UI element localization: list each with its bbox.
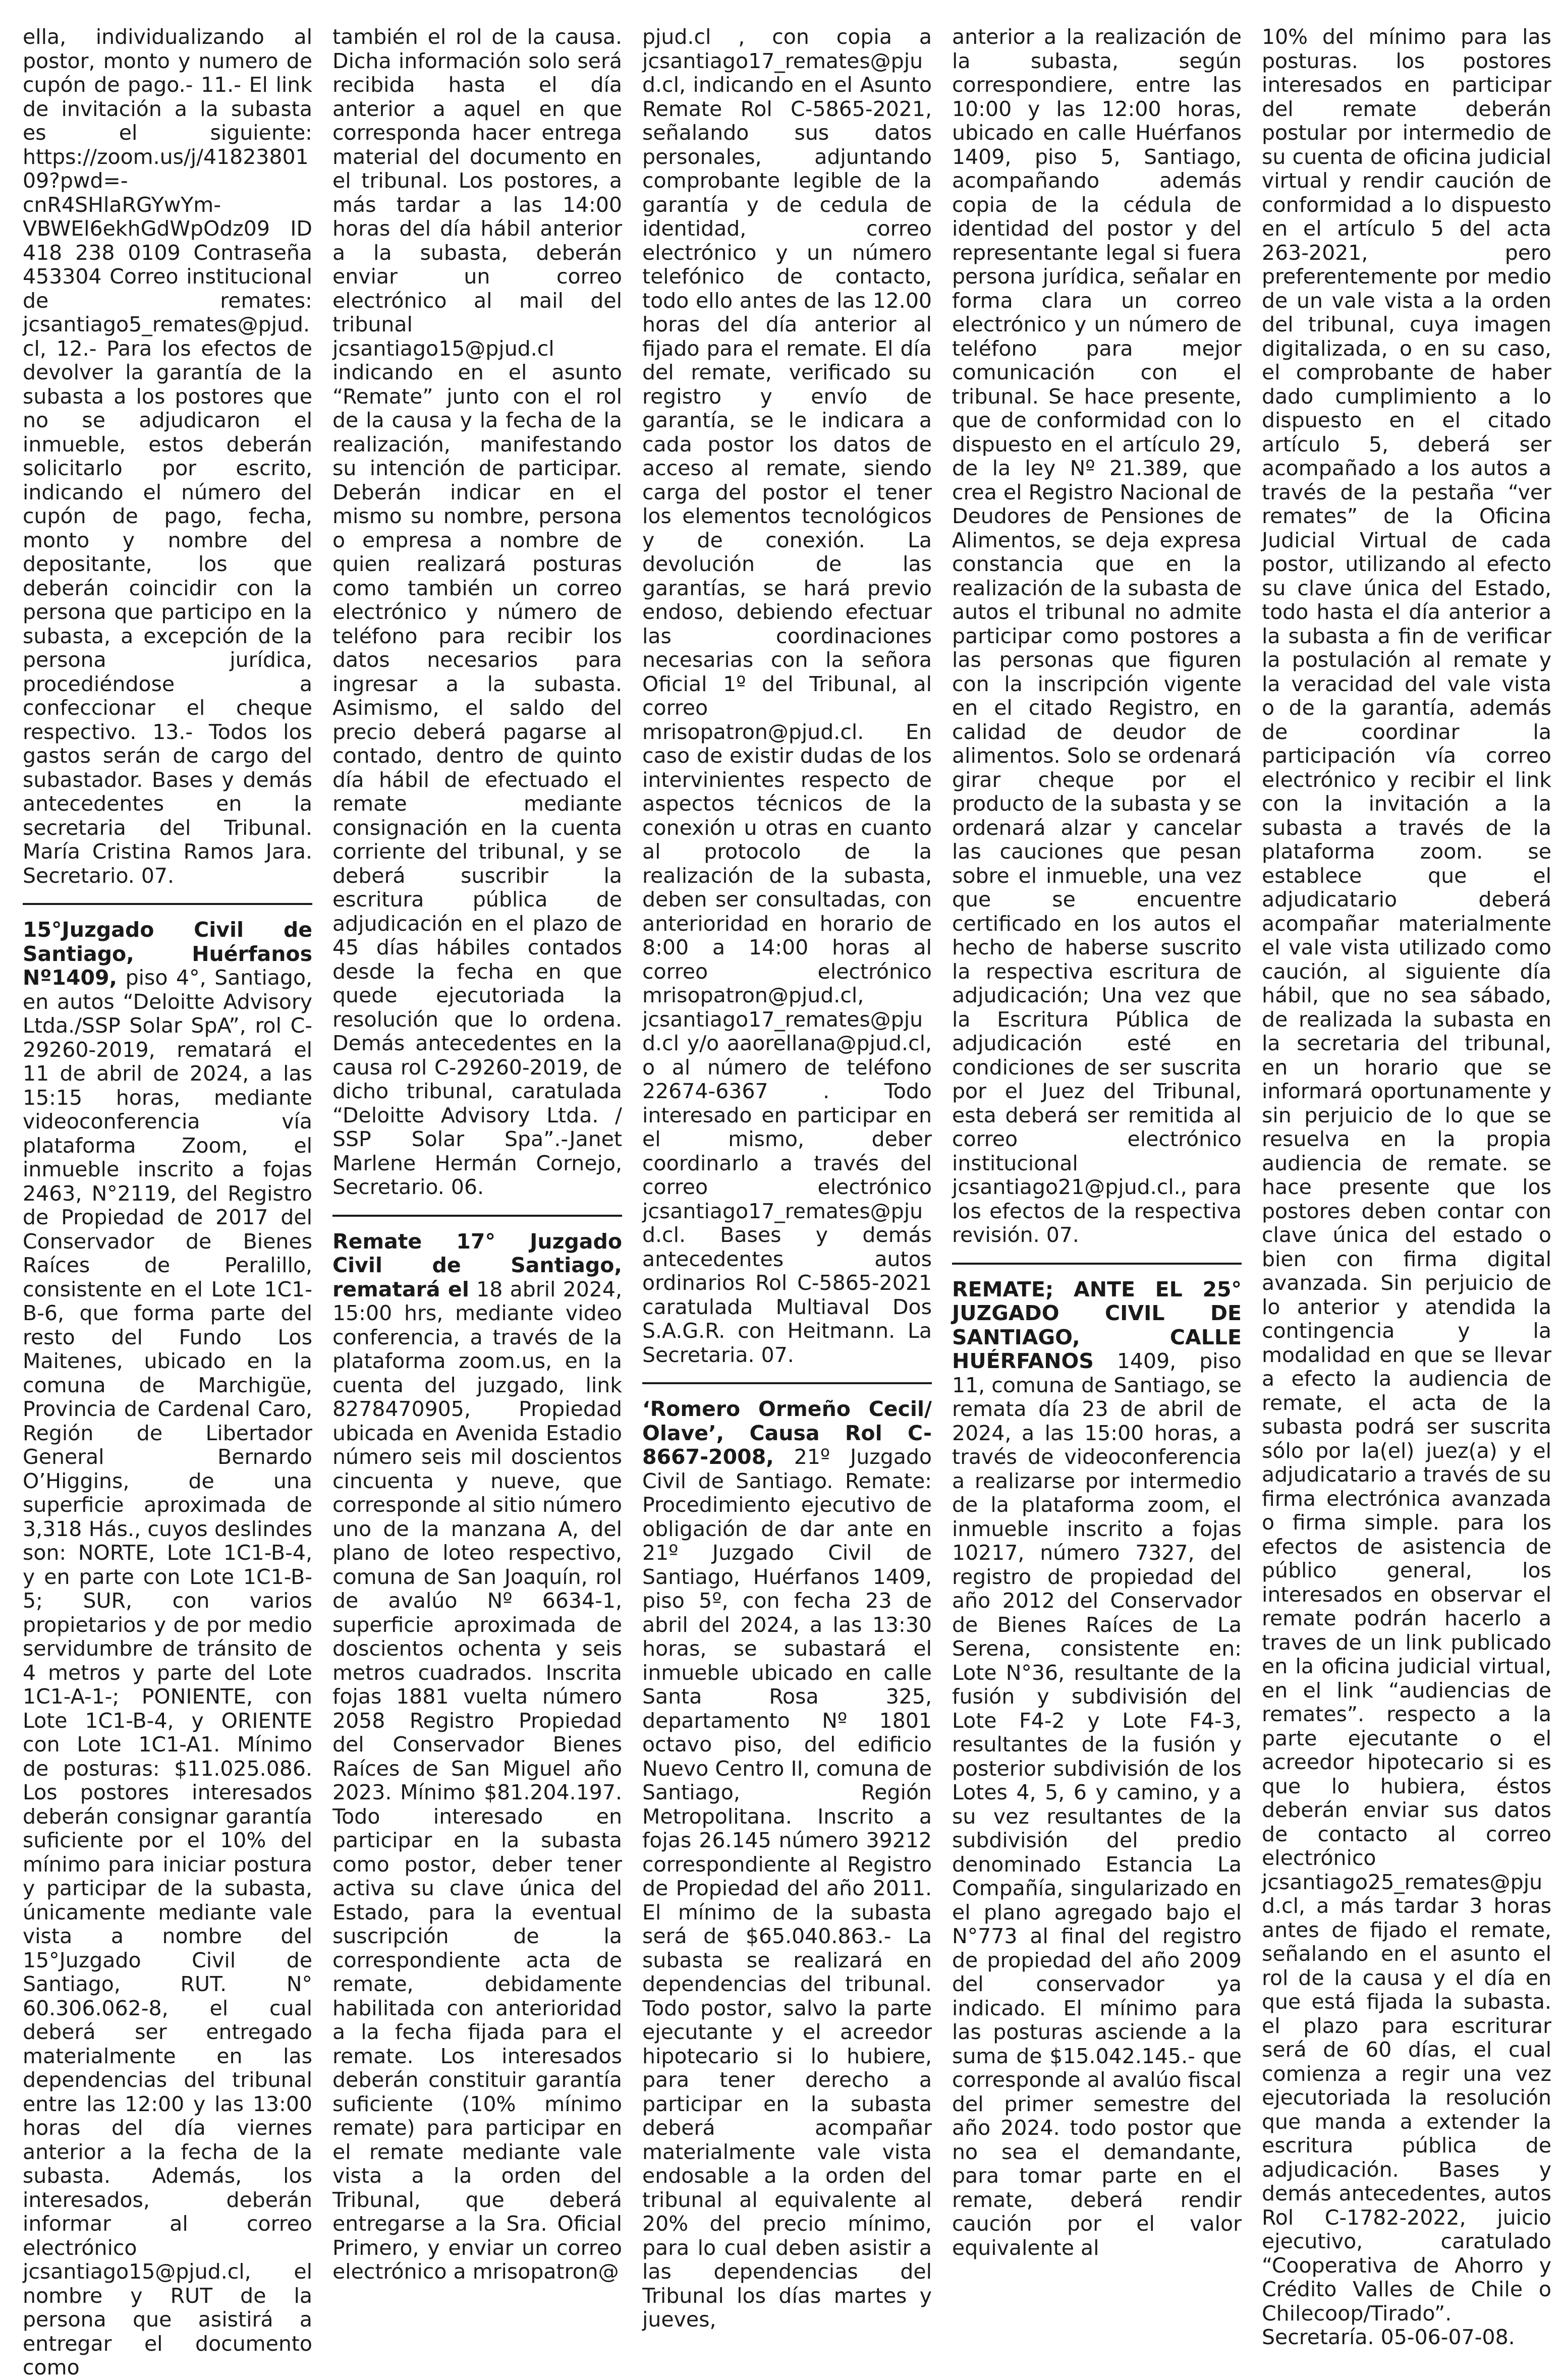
- notice-continuation: [952, 25, 1242, 1248]
- notice-25-juzgado: [952, 1278, 1242, 2260]
- notice-heading: REMATE; ANTE EL 25° JUZGADO CIVIL DE SANTIAGO, CALLE HUÉRFANOS: [952, 1277, 1242, 1373]
- notice-body: anterior a la realización de la subasta, según correspondiere, entre las 10:00 y las 12:00 horas, ubicado en calle Huérfanos 1409, piso 5, Santiago, acompañando además copia de la cédula de identidad del postor y del representante legal si fuera persona jurídica, señalar en forma clara un correo electrónico y un número de teléfono para mejor comunicación con el tribunal. Se hace presente, que de conformidad con lo dispuesto en el artículo 29, de la ley Nº 21.389, que crea el Registro Nacional de Deudores de Pensiones de Alimentos, se deja expresa constancia que en la realización de la subasta de autos el tribunal no admite participar como postores a las personas que figuren con la inscripción vigente en el citado Registro, en calidad de deudor de alimentos. Solo se ordenará girar cheque por el producto de la subasta y se ordenará alzar y cancelar las cauciones que pesan sobre el inmueble, una vez que se encuentre certificado en los autos el hecho de haberse suscrito la respectiva escritura de adjudicación; Una vez que la Escritura Pública de adjudicación esté en condiciones de ser suscrita por el Juez del Tribunal, esta deberá ser remitida al correo electrónico institucional jcsantiago21@pjud.cl., para los efectos de la respectiva revisión. 07.: [952, 25, 1242, 1247]
- notice-body: 18 abril 2024, 15:00 hrs, mediante video conferencia, a través de la plataforma zoom.us, en la cuenta del juzgado, link 8278470905, Propiedad ubicada en Avenida Estadio número seis mil doscientos cincuenta y nueve, que corresponde al sitio número uno de la manzana A, del plano de loteo respectivo, comuna de San Joaquín, rol de avalúo Nº 6634-1, superficie aproximada de doscientos ochenta y seis metros cuadrados. Inscrita fojas 1881 vuelta número 2058 Registro Propiedad del Conservador Bienes Raíces de San Miguel año 2023. Mínimo $81.204.197. Todo interesado en participar en la subasta como postor, deber tener activa su clave única del Estado, para la eventual suscripción de la correspondiente acta de remate, debidamente habilitada con anterioridad a la fecha fijada para el remate. Los interesados deberán constituir garantía suficiente (10% mínimo remate) para participar en el remate mediante vale vista a la orden del Tribunal, que deberá entregarse a la Sra. Oficial Primero, y enviar un correo electrónico a mrisopatron@: [332, 1277, 622, 2284]
- column-1: [23, 25, 312, 2379]
- notice-divider: [642, 1382, 932, 1384]
- notice-body: 10% del mínimo para las posturas. los postores interesados en participar del remate deberán postular por intermedio de su cuenta de oficina judicial virtual y rendir caución de conformidad a lo dispuesto en el artículo 5 del acta 263-2021, pero preferentemente por medio de un vale vista a la orden del tribunal, cuya imagen digitalizada, o en su caso, el comprobante de haber dado cumplimiento a lo dispuesto en el citado artículo 5, deberá ser acompañado a los autos a través de la pestaña “ver remates” de la Oficina Judicial Virtual de cada postor, utilizando al efecto su clave única del Estado, todo hasta el día anterior a la subasta a fin de verificar la postulación al remate y la veracidad del vale vista o de la garantía, además de coordinar la participación vía correo electrónico y recibir el link con la invitación a la subasta a través de la plataforma zoom. se establece que el adjudicatario deberá acompañar materialmente el vale vista utilizado como caución, al siguiente día hábil, que no sea sábado, de realizada la subasta en la secretaria del tribunal, en un horario que se informará oportunamente y sin perjuicio de lo que se resuelva en la propia audiencia de remate. se hace presente que los postores deben contar con clave única del estado o bien con firma digital avanzada. Sin perjuicio de lo anterior y atendida la contingencia y la modalidad en que se llevar a efecto la audiencia de remate, el acta de la subasta podrá ser suscrita sólo por la(el) juez(a) y el adjudicatario a través de su firma electrónica avanzada o firma simple. para los efectos de asistencia de público general, los interesados en observar el remate podrán hacerlo a traves de un link publicado en la oficina judicial virtual, en el link “audiencias de remates”. respecto a la parte ejecutante o el acreedor hipotecario si es que lo hubiera, éstos deberán enviar sus datos de contacto al correo electrónico jcsantiago25_remates@pjud.cl, a más tardar 3 horas antes de fijado el remate, señalando en el asunto el rol de la causa y el día en que está fijada la subasta. el plazo para escriturar será de 60 días, el cual comienza a regir una vez ejecutoriada la resolución que manda a extender la escritura pública de adjudicación. Bases y demás antecedentes, autos Rol C-1782-2022, juicio ejecutivo, caratulado “Cooperativa de Ahorro y Crédito Valles de Chile o Chilecoop/Tirado”. Secretaría. 05-06-07-08.: [1262, 25, 1551, 2349]
- notice-17-juzgado: [332, 1230, 622, 2284]
- notice-body: 21º Juzgado Civil de Santiago. Remate: Procedimiento ejecutivo de obligación de dar ante en 21º Juzgado Civil de Santiago, Huérfanos 1409, piso 5º, con fecha 23 de abril del 2024, a las 13:30 horas, se subastará el inmueble ubicado en calle Santa Rosa 325, departamento Nº 1801 octavo piso, del edificio Nuevo Centro II, comuna de Santiago, Región Metropolitana. Inscrito a fojas 26.145 número 39212 correspondiente al Registro de Propiedad del año 2011. El mínimo de la subasta será de $65.040.863.- La subasta se realizará en dependencias del tribunal. Todo postor, salvo la parte ejecutante y el acreedor hipotecario si lo hubiere, para tener derecho a participar en la subasta deberá acompañar materialmente vale vista endosable a la orden del tribunal al equivalente al 20% del precio mínimo, para lo cual deben asistir a las dependencias del Tribunal los días martes y jueves,: [642, 1445, 932, 2332]
- column-4: [952, 25, 1242, 2260]
- notice-body: 1409, piso 11, comuna de Santiago, se remata día 23 de abril de 2024, a las 15:00 horas, a través de videoconferencia a realizarse por intermedio de la plataforma zoom, el inmueble inscrito a fojas 10217, número 7327, del registro de propiedad del año 2012 del Conservador de Bienes Raíces de La Serena, consistente en: Lote N°36, resultante de la fusión y subdivisión del Lote F4-2 y Lote F4-3, resultantes de la fusión y posterior subdivisión de los Lotes 4, 5, 6 y camino, y a su vez resultantes de la subdivisión del predio denominado Estancia La Compañía, singularizado en el plano agregado bajo el N°773 al final del registro de propiedad del año 2009 del conservador ya indicado. El mínimo para las posturas asciende a la suma de $15.042.145.- que corresponde al avalúo fiscal del primer semestre del año 2024. todo postor que no sea el demandante, para tomar parte en el remate, deberá rendir caución por el valor equivalente al: [952, 1349, 1242, 2260]
- notice-divider: [952, 1263, 1242, 1265]
- notice-continuation: [23, 25, 312, 888]
- notice-body: ella, individualizando al postor, monto y numero de cupón de pago.- 11.- El link de invitación a la subasta es el siguiente: https://zoom.us/j/4182380109?pwd=-cnR4SHlaRGYwYm-VBWEl6ekhGdWpOdz09 ID 418 238 0109 Contraseña 453304 Correo institucional de remates: jcsantiago5_remates@pjud.cl, 12.- Para los efectos de devolver la garantía de la subasta a los postores que no se adjudicaron el inmueble, estos deberán solicitarlo por escrito, indicando el número del cupón de pago, fecha, monto y nombre del depositante, los que deberán coincidir con la persona que participo en la subasta, a excepción de la persona jurídica, procediéndose a confeccionar el cheque respectivo. 13.- Todos los gastos serán de cargo del subastador. Bases y demás antecedentes en la secretaria del Tribunal. María Cristina Ramos Jara. Secretario. 07.: [23, 25, 312, 888]
- notice-heading: ‘Romero Ormeño Cecil/ Olave’, Causa Rol C-8667-2008,: [642, 1397, 932, 1469]
- notice-body: piso 4°, Santiago, en autos “Deloitte Advisory Ltda./SSP Solar SpA”, rol C-29260-2019, rematará el 11 de abril de 2024, a las 15:15 horas, mediante videoconferencia vía plataforma Zoom, el inmueble inscrito a fojas 2463, N°2119, del Registro de Propiedad de 2017 del Conservador de Bienes Raíces de Peralillo, consistente en el Lote 1C1-B-6, que forma parte del resto del Fundo Los Maitenes, ubicado en la comuna de Marchigüe, Provincia de Cardenal Caro, Región de Libertador General Bernardo O’Higgins, de una superficie aproximada de 3,318 Hás., cuyos deslindes son: NORTE, Lote 1C1-B-4, y en parte con Lote 1C1-B-5; SUR, con varios propietarios y de por medio servidumbre de tránsito de 4 metros y parte del Lote 1C1-A-1-; PONIENTE, con Lote 1C1-B-4, y ORIENTE con Lote 1C1-A1. Mínimo de posturas: $11.025.086. Los postores interesados deberán consignar garantía suficiente por el 10% del mínimo para iniciar postura y participar de la subasta, únicamente mediante vale vista a nombre del 15°Juzgado Civil de Santiago, RUT. N° 60.306.062-8, el cual deberá ser entregado materialmente en las dependencias del tribunal entre las 12:00 y las 13:00 horas del día viernes anterior a la fecha de la subasta. Además, los interesados, deberán informar al correo electrónico jcsantiago15@pjud.cl, el nombre y RUT de la persona que asistirá a entregar el documento como: [23, 966, 312, 2379]
- notice-heading: Remate 17° Juzgado Civil de Santiago, rematará el: [332, 1229, 622, 1301]
- column-5: [1262, 25, 1551, 2349]
- notice-15-juzgado: [23, 918, 312, 2380]
- notice-body: pjud.cl , con copia a jcsantiago17_remates@pjud.cl, indicando en el Asunto Remate Rol C-5865-2021, señalando sus datos personales, adjuntando comprobante legible de la garantía y de cedula de identidad, correo electrónico y un número telefónico de contacto, todo ello antes de las 12.00 horas del día anterior al fijado para el remate. El día del remate, verificado su registro y envío de garantía, se le indicara a cada postor los datos de acceso al remate, siendo carga del postor el tener los elementos tecnológicos y de conexión. La devolución de las garantías, se hará previo endoso, debiendo efectuar las coordinaciones necesarias con la señora Oficial 1º del Tribunal, al correo mrisopatron@pjud.cl. En caso de existir dudas de los intervinientes respecto de aspectos técnicos de la conexión u otras en cuanto al protocolo de la realización de la subasta, deben ser consultadas, con anterioridad en horario de 8:00 a 14:00 horas al correo electrónico mrisopatron@pjud.cl, jcsantiago17_remates@pjud.cl y/o aaorellana@pjud.cl, o al número de teléfono 22674-6367 . Todo interesado en participar en el mismo, deber coordinarlo a través del correo electrónico jcsantiago17_remates@pjud.cl. Bases y demás antecedentes autos ordinarios Rol C-5865-2021 caratulada Multiaval Dos S.A.G.R. con Heitmann. La Secretaria. 07.: [642, 25, 932, 1367]
- notice-21-juzgado: [642, 1397, 932, 2332]
- notice-continuation: [642, 25, 932, 1367]
- notice-heading: 15°Juzgado Civil de Santiago, Huérfanos Nº1409,: [23, 918, 312, 990]
- notice-continuation: [1262, 25, 1551, 2350]
- notice-body: también el rol de la causa. Dicha información solo será recibida hasta el día anterior a aquel en que corresponda hacer entrega material del documento en el tribunal. Los postores, a más tardar a las 14:00 horas del día hábil anterior a la subasta, deberán enviar un correo electrónico al mail del tribunal jcsantiago15@pjud.cl indicando en el asunto “Remate” junto con el rol de la causa y la fecha de la realización, manifestando su intención de participar. Deberán indicar en el mismo su nombre, persona o empresa a nombre de quien realizará posturas como también un correo electrónico y número de teléfono para recibir los datos necesarios para ingresar a la subasta. Asimismo, el saldo del precio deberá pagarse al contado, dentro de quinto día hábil de efectuado el remate mediante consignación en la cuenta corriente del tribunal, y se deberá suscribir la escritura pública de adjudicación en el plazo de 45 días hábiles contados desde la fecha en que quede ejecutoriada la resolución que lo ordena. Demás antecedentes en la causa rol C-29260-2019, de dicho tribunal, caratulada “Deloitte Advisory Ltda. / SSP Solar Spa”.-Janet Marlene Hermán Cornejo, Secretario. 06.: [332, 25, 622, 1199]
- notice-divider: [332, 1215, 622, 1217]
- notice-continuation: [332, 25, 622, 1200]
- notice-divider: [23, 903, 312, 905]
- column-3: [642, 25, 932, 2332]
- column-2: [332, 25, 622, 2284]
